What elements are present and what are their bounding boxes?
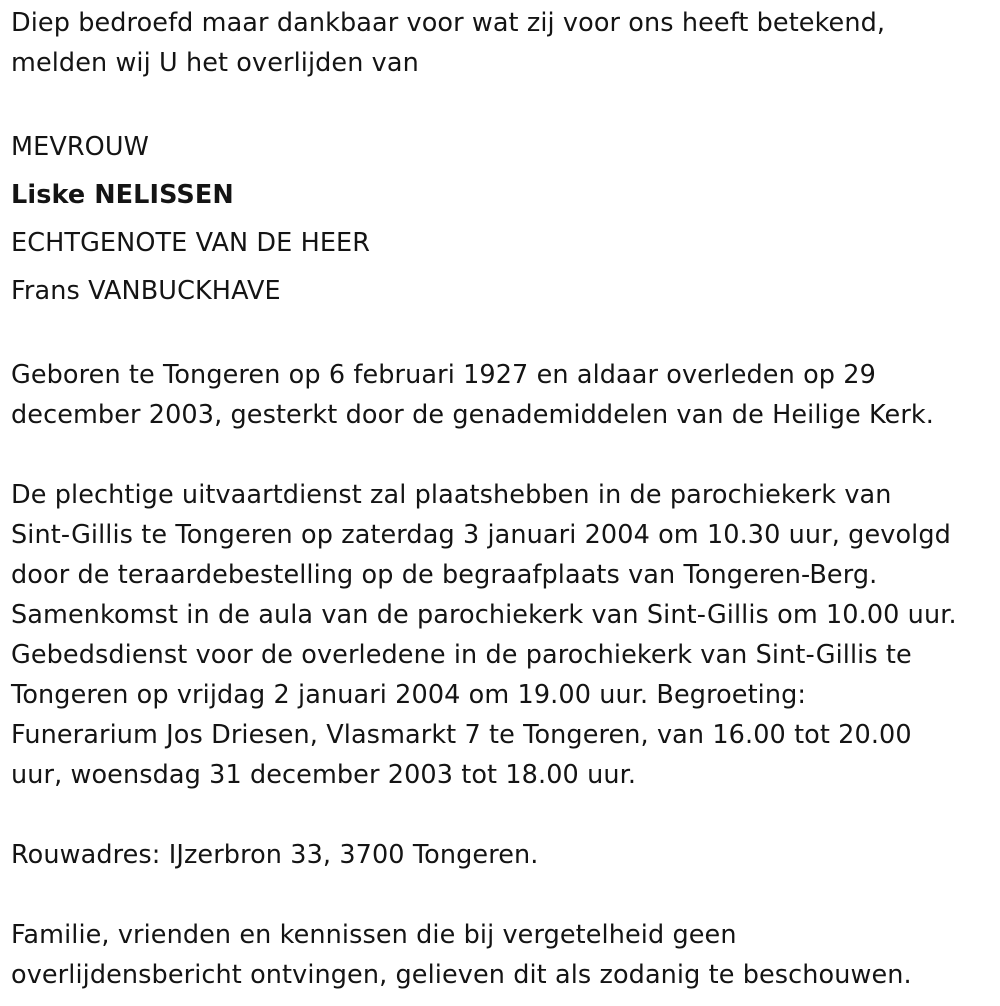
funeral-line-2: Sint-Gillis te Tongeren op zaterdag 3 januari 2004 om 10.30 uur, gevolgd: [11, 520, 951, 550]
intro-line-2: melden wij U het overlijden van: [11, 48, 419, 78]
spacer: [11, 795, 996, 835]
funeral-line-5: Gebedsdienst voor de overledene in de parochiekerk van Sint-Gillis te: [11, 640, 912, 670]
spacer: [11, 315, 996, 355]
deceased-title: MEVROUW: [11, 132, 149, 162]
death-notice: [11, 3, 996, 995]
funeral-line-3: door de teraardebestelling op de begraafplaats van Tongeren-Berg.: [11, 560, 878, 590]
spouse-name: Frans VANBUCKHAVE: [11, 276, 281, 306]
spacer: [11, 875, 996, 915]
funeral-paragraph: [11, 475, 996, 795]
closing-line-2: overlijdensbericht ontvingen, gelieven dit als zodanig te beschouwen.: [11, 960, 912, 990]
funeral-line-8: uur, woensdag 31 december 2003 tot 18.00 uur.: [11, 760, 637, 790]
deceased-relation: ECHTGENOTE VAN DE HEER: [11, 228, 371, 258]
intro-paragraph: [11, 3, 996, 83]
spacer: [11, 435, 996, 475]
intro-line-1: Diep bedroefd maar dankbaar voor wat zij voor ons heeft betekend,: [11, 8, 886, 38]
birth-death-line-2: december 2003, gesterkt door de genademiddelen van de Heilige Kerk.: [11, 400, 934, 430]
birth-death-line-1: Geboren te Tongeren op 6 februari 1927 en aldaar overleden op 29: [11, 360, 876, 390]
spacer: [11, 83, 996, 123]
funeral-line-7: Funerarium Jos Driesen, Vlasmarkt 7 te Tongeren, van 16.00 tot 20.00: [11, 720, 912, 750]
funeral-line-4: Samenkomst in de aula van de parochiekerk van Sint-Gillis om 10.00 uur.: [11, 600, 957, 630]
mourning-address: Rouwadres: IJzerbron 33, 3700 Tongeren.: [11, 840, 539, 870]
deceased-block: [11, 123, 996, 315]
birth-death-paragraph: [11, 355, 996, 435]
funeral-line-6: Tongeren op vrijdag 2 januari 2004 om 19.00 uur. Begroeting:: [11, 680, 807, 710]
closing-line-1: Familie, vrienden en kennissen die bij vergetelheid geen: [11, 920, 737, 950]
closing-paragraph: [11, 915, 996, 995]
funeral-line-1: De plechtige uitvaartdienst zal plaatshebben in de parochiekerk van: [11, 480, 892, 510]
deceased-name: Liske NELISSEN: [11, 180, 234, 210]
